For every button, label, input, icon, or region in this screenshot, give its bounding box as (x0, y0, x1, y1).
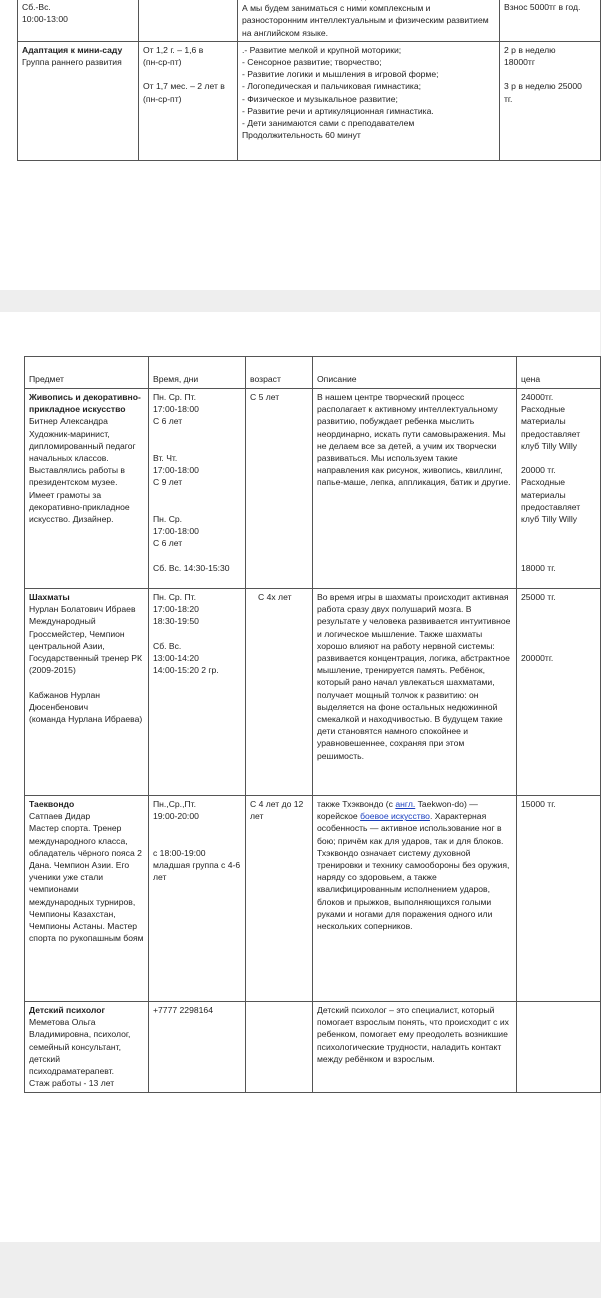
description-cell: А мы будем заниматься с ними комплексным и разносторонним интеллектуальным и физическим развитием на английском языке. (238, 0, 500, 41)
time-cell (139, 0, 238, 41)
header-price: цена (517, 357, 601, 389)
link-english[interactable]: англ. (395, 799, 416, 809)
subject-title: Детский психолог (29, 1005, 106, 1015)
subject-title: Таеквондо (29, 799, 75, 809)
schedule-table-continued (17, 0, 601, 161)
subject-cell (25, 796, 149, 1002)
subject-subtitle: Группа раннего развития (22, 57, 122, 68)
age-cell: С 4х лет (246, 589, 313, 796)
description-cell: Во время игры в шахматы происходит активная работа сразу двух полушарий мозга. В результате у человека развивается интуитивное и логическое мышление. Также шахматы хорошо влияют на работу нервной системы: развивается концентрация, логика, абстрактное мышление, тренируется память. Ребёнок, который рано начал увлекаться шахматами, получает мощный толчок к развитию: он выделяется на фоне остальных недюжинной смекалкой и находчивостью. В будущем такие дети становятся намного спокойнее и уравновешеннее, сохраняя при этом решимость. (313, 589, 517, 796)
table-row (25, 1002, 601, 1093)
table-row (25, 589, 601, 796)
subject-title: Адаптация к мини-саду (22, 44, 123, 55)
document-page-1 (0, 0, 600, 290)
time-cell: Пн.,Ср.,Пт. 19:00-20:00 с 18:00-19:00 младшая группа с 4-6 лет (149, 796, 246, 1002)
teacher-info: Меметова Ольга Владимировна, психолог, семейный консультант, детский психодраматерапевт. Стаж работы - 13 лет (29, 1017, 131, 1089)
table-row (18, 41, 601, 160)
header-age: возраст (246, 357, 313, 389)
subject-cell (18, 41, 139, 160)
price-cell (517, 1002, 601, 1093)
subject-title: Шахматы (29, 592, 70, 602)
teacher-info: Сатпаев Дидар Мастер спорта. Тренер международного класса, обладатель чёрного пояса 2 Дана. Чемпион Азии. Его ученики уже стали чемпионами международных турниров, Чемпионы Казахстан, Чемпионы Астаны. Мастер спорта по рукопашным боям (29, 811, 144, 944)
schedule-table (24, 356, 601, 1093)
subject-cell: Сб.-Вс. 10:00-13:00 (18, 0, 139, 41)
subject-cell (25, 389, 149, 589)
link-martial-art[interactable]: боевое искусство (360, 811, 430, 822)
price-cell: 24000тг. Расходные материалы предоставляет клуб Tilly Willy 20000 тг. Расходные материалы предоставляет клуб Tilly Willy 18000 тг. (517, 389, 601, 589)
price-cell: 25000 тг. 20000тг. (517, 589, 601, 796)
description-cell: В нашем центре творческий процесс располагает к активному интеллектуальному развитию, побуждает ребенка мыслить неординарно, искать пути самовыражения. Мы не делаем все за детей, а учим их творчески развиваться. Мы используем такие направления как рисунок, живопись, квиллинг, папье-маше, лепка, аппликация, батик и другие. (313, 389, 517, 589)
subject-title: Живопись и декоративно-прикладное искусство (29, 392, 141, 415)
time-cell: +7777 2298164 (149, 1002, 246, 1093)
subject-cell (25, 1002, 149, 1093)
price-cell: Взнос 5000тг в год. (500, 0, 601, 41)
document-page-2 (0, 312, 600, 1242)
header-description: Описание (313, 357, 517, 389)
time-cell: От 1,2 г. – 1,6 в (пн-ср-пт) От 1,7 мес. – 2 лет в (пн-ср-пт) (139, 41, 238, 160)
teacher-info: Нурлан Болатович Ибраев Международный Гроссмейстер, Чемпион центральной Азии, Государственный тренер РК (2009-2015) Кабжанов Нурлан Дюсенбенович (команда Нурлана Ибраева) (29, 604, 143, 725)
teacher-info: Битнер Александра Художник-маринист, дипломированный педагог начальных классов. Выставлялись работы в президентском музее. Имеет грамоты за декоративно-прикладное искусство. Дизайнер. (29, 416, 136, 525)
table-header-row (25, 357, 601, 389)
time-cell: Пн. Ср. Пт. 17:00-18:00 С 6 лет Вт. Чт. 17:00-18:00 С 9 лет Пн. Ср. 17:00-18:00 С 6 лет Сб. Вс. 14:30-15:30 (149, 389, 246, 589)
header-subject: Предмет (25, 357, 149, 389)
subject-cell (25, 589, 149, 796)
table-row (18, 0, 601, 41)
table-row (25, 389, 601, 589)
age-cell: С 4 лет до 12 лет (246, 796, 313, 1002)
description-cell: также Тхэквондо (с англ. Taekwon-do) — корейское боевое искусство. Характерная особенность — активное использование ног в бою; причём как для ударов, так и для блоков. Тхэквондо означает систему духовной тренировки и технику самообороны без оружия, наряду со здоровьем, а также квалифицированным исполнением ударов, блоков и прыжков, выполняющихся голыми руками и ногами для поражения одного или нескольких соперников. (313, 796, 517, 1002)
age-cell (246, 1002, 313, 1093)
age-cell: С 5 лет (246, 389, 313, 589)
time-cell: Пн. Ср. Пт. 17:00-18:20 18:30-19:50 Сб. Вс. 13:00-14:20 14:00-15:20 2 гр. (149, 589, 246, 796)
price-cell: 2 р в неделю 18000тг 3 р в неделю 25000 тг. (500, 41, 601, 160)
description-cell: Детский психолог – это специалист, который помогает взрослым понять, что происходит с их ребенком, помогает ему преодолеть возникшие психологические трудности, наладить контакт между ребёнком и взрослым. (313, 1002, 517, 1093)
price-cell: 15000 тг. (517, 796, 601, 1002)
header-time: Время, дни (149, 357, 246, 389)
table-row (25, 796, 601, 1002)
description-cell: .- Развитие мелкой и крупной моторики; - Сенсорное развитие; творчество; - Развитие логики и мышления в игровой форме; - Логопедическая и пальчиковая гимнастика; - Физическое и музыкальное развитие; - Развитие речи и артикуляционная гимнастика. - Дети занимаются сами с преподавателем Продолжительность 60 минут (238, 41, 500, 160)
